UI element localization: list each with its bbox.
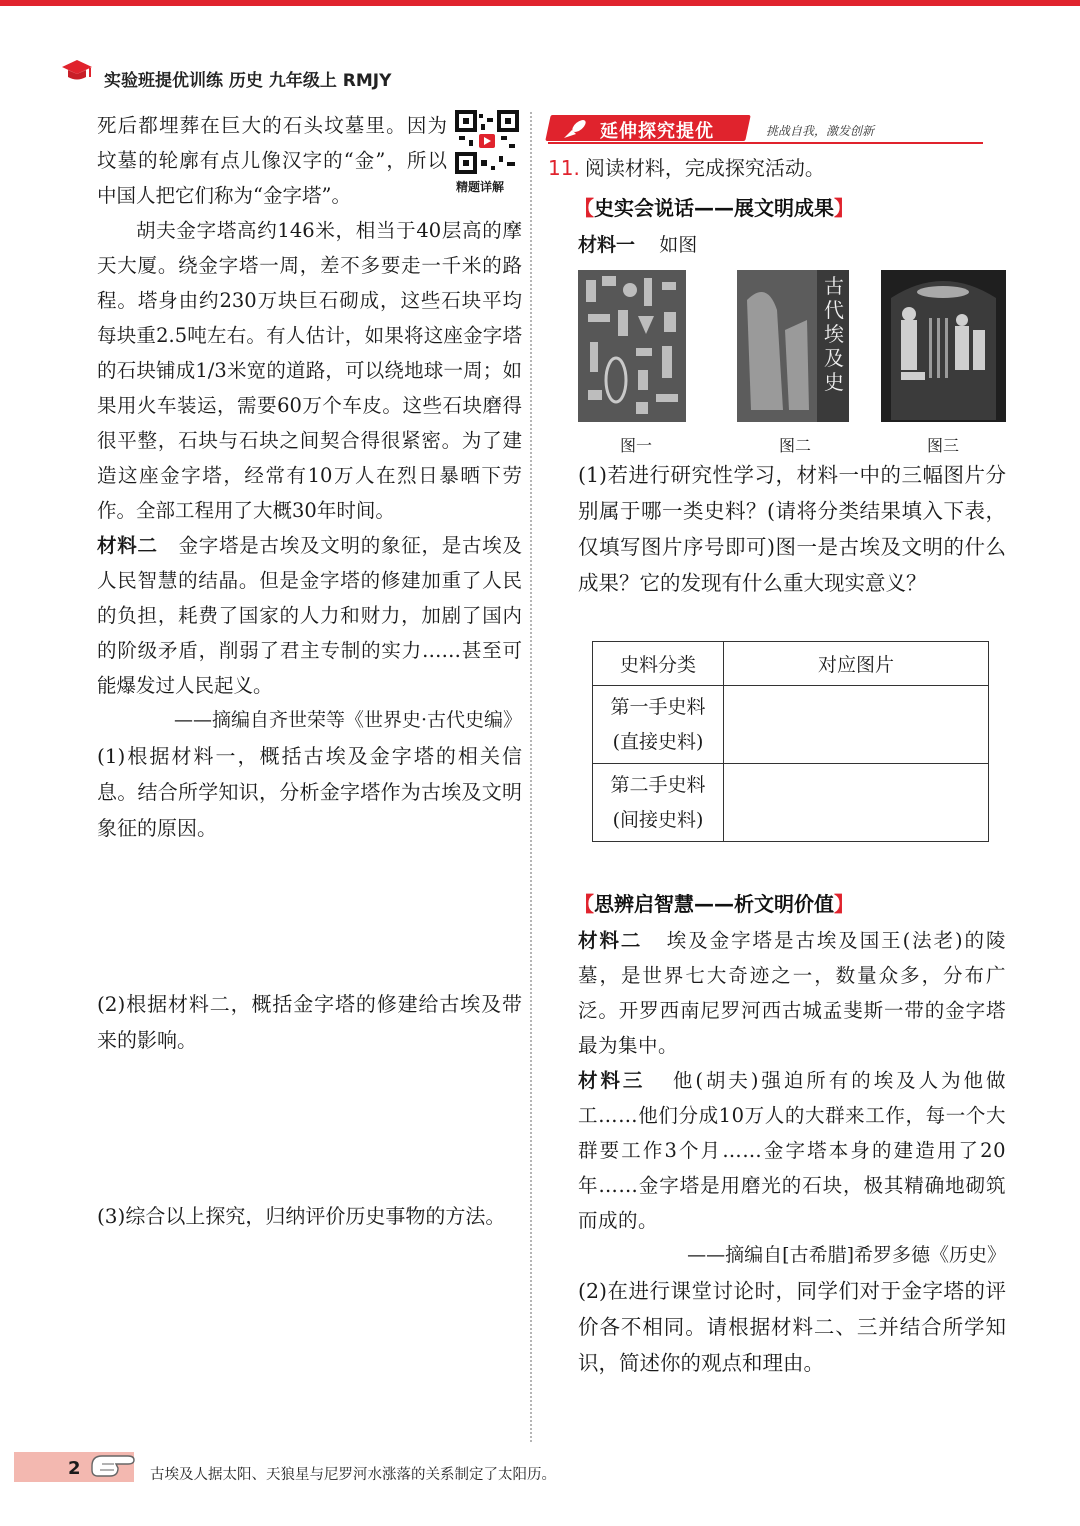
answer-space-2[interactable]: [97, 1058, 522, 1198]
figure-2-caption: 图二: [779, 436, 812, 455]
right-material-3-label: 材料三: [578, 1069, 646, 1092]
right-material-2-label: 材料二: [578, 929, 643, 952]
material-2-source: ——摘编自齐世荣等《世界史·古代史编》: [173, 709, 522, 731]
rocket-icon: [562, 118, 588, 140]
left-question-3: (3)综合以上探究，归纳评价历史事物的方法。: [97, 1204, 506, 1228]
source-classification-table: [592, 641, 989, 842]
right-material-3-source: ——摘编自[古希腊]希罗多德《历史》: [687, 1244, 1006, 1266]
header-title: 实验班提优训练 历史 九年级上 RMJY: [104, 71, 392, 91]
first-hand-answer-cell[interactable]: [724, 686, 989, 764]
table-header-figures: 对应图片: [724, 642, 989, 686]
left-question-1: (1)根据材料一，概括古埃及金字塔的相关信息。结合所学知识，分析金字塔作为古埃及文明象征的原因。: [97, 744, 522, 840]
material-2-label: 材料二: [97, 534, 158, 557]
answer-space-1[interactable]: [97, 846, 522, 986]
section-2-title-text: 思辨启智慧——析文明价值: [594, 892, 834, 916]
figure-3-caption: 图三: [927, 436, 960, 455]
question-intro: 阅读材料，完成探究活动。: [584, 156, 825, 180]
right-question-1: (1)若进行研究性学习，材料一中的三幅图片分别属于哪一类史料？(请将分类结果填入下表，仅填写图片序号即可)图一是古埃及文明的什么成果？它的发现有什么重大现实意义？: [578, 463, 1006, 595]
left-paragraph-1: 死后都埋葬在巨大的石头坟墓里。因为坟墓的轮廓有点儿像汉字的“金”，所以中国人把它们称为“金字塔”。: [97, 114, 447, 207]
second-hand-answer-cell[interactable]: [724, 764, 989, 842]
figure-1-image: [578, 270, 686, 422]
qr-caption: 精题详解: [456, 180, 505, 194]
extension-banner: [548, 112, 983, 144]
page-number: 2: [68, 1458, 81, 1479]
left-paragraph-2: 胡夫金字塔高约146米，相当于40层高的摩天大厦。绕金字塔一周，差不多要走一千米的路程。塔身由约230万块巨石砌成，这些石块平均每块重2.5吨左右。有人估计，如果将这座金字塔的石块铺成1/3米宽的道路，可以绕地球一周；如果用火车装运，需要60万个车皮。这些石块磨得很平整，石块与石块之间契合得很紧密。为了建造这座金字塔，经常有10万人在烈日暴晒下劳作。全部工程用了大概30年时间。: [97, 219, 522, 522]
graduation-cap-icon: [60, 58, 94, 84]
material-1-line: [578, 230, 697, 257]
right-question-2: (2)在进行课堂讨论时，同学们对于金字塔的评价各不相同。请根据材料二、三并结合所学知识，简述你的观点和理由。: [578, 1279, 1006, 1375]
table-row-first-hand: [593, 686, 724, 764]
right-material-2-text: 埃及金字塔是古埃及国王(法老)的陵墓，是世界七大奇迹之一，数量众多，分布广泛。开罗西南尼罗河西古城孟斐斯一带的金字塔最为集中。: [578, 929, 1006, 1057]
question-11-intro: [548, 152, 1008, 181]
figure-3-image: [881, 270, 1006, 422]
pointing-hand-icon: [88, 1446, 136, 1482]
left-column: [97, 108, 522, 1234]
left-question-2: (2)根据材料二，概括金字塔的修建给古埃及带来的影响。: [97, 992, 522, 1052]
right-materials-block: [578, 923, 1006, 1381]
material-2-text: 金字塔是古埃及文明的象征，是古埃及人民智慧的结晶。但是金字塔的修建加重了人民的负担，耗费了国家的人力和财力，加剧了国内的阶级矛盾，削弱了君主专制的实力……甚至可能爆发过人民起义。: [97, 534, 522, 697]
right-material-3-text: 他(胡夫)强迫所有的埃及人为他做工……他们分成10万人的大群来工作，每一个大群要工作3个月……金字塔本身的建造用了20年……金字塔是用磨光的石块，极其精确地砌筑而成的。: [578, 1069, 1006, 1232]
first-hand-label: 第一手史料: [610, 695, 706, 718]
section-1-title: 【史实会说话——展文明成果】: [574, 196, 854, 220]
footer-tip: 古埃及人据太阳、天狼星与尼罗河水涨落的关系制定了太阳历。: [150, 1467, 556, 1483]
right-material-2: [578, 923, 1006, 1063]
banner-title: 延伸探究提优: [600, 121, 714, 142]
material-1-text: 如图: [659, 234, 698, 256]
right-question-1-block: [578, 457, 1006, 601]
top-accent-bar: [0, 0, 1080, 6]
table-row-second-hand: [593, 764, 724, 842]
figure-2-image: [737, 270, 849, 422]
question-number: 11.: [548, 156, 580, 180]
book-title: 古代埃及史: [824, 274, 844, 394]
first-hand-sublabel: (直接史料): [612, 730, 704, 753]
column-divider: [530, 112, 532, 1442]
section-2-title: 【思辨启智慧——析文明价值】: [574, 892, 854, 916]
table-header-category: 史料分类: [593, 642, 724, 686]
right-material-3: [578, 1063, 1006, 1238]
banner-underline: [548, 142, 983, 144]
second-hand-sublabel: (间接史料): [612, 808, 704, 831]
figure-1-caption: 图一: [620, 436, 653, 455]
section-1-title-text: 史实会说话——展文明成果: [594, 196, 834, 220]
material-1-label: 材料一: [578, 234, 636, 256]
banner-subtitle: 挑战自我，激发创新: [766, 124, 875, 138]
material-2-paragraph: [97, 528, 522, 703]
material-1-figures: [578, 270, 1006, 455]
second-hand-label: 第二手史料: [610, 773, 706, 796]
